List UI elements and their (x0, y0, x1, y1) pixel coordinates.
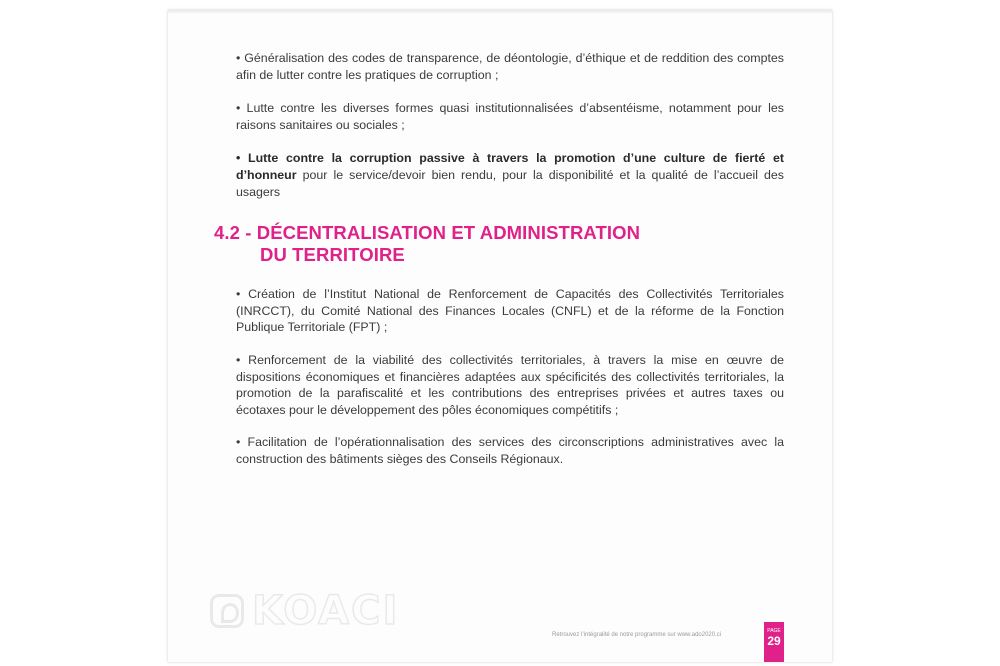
bullet-passive-corruption (236, 150, 784, 200)
bullet-passive-corruption-bold: • Lutte contre la corruption passive à travers la promotion d’une culture de fierté et d’honneur (236, 151, 784, 182)
bullet-absenteeism: • Lutte contre les diverses formes quasi institutionnalisées d’absentéisme, notamment pour les raisons sanitaires ou sociales ; (236, 101, 784, 132)
section-governance (236, 50, 784, 200)
page-label: PAGE (767, 628, 781, 634)
section-heading-line2: DU TERRITOIRE (260, 244, 405, 266)
koaci-logo-icon (210, 594, 244, 628)
watermark (210, 586, 399, 636)
section-heading (214, 222, 784, 266)
section-heading-line1: 4.2 - DÉCENTRALISATION ET ADMINISTRATION (214, 222, 641, 244)
section-decentralisation (236, 286, 784, 467)
page-number-tab (764, 622, 784, 662)
page-number: 29 (767, 634, 781, 648)
bullet-facilitation: • Facilitation de l’opérationnalisation des services des circonscriptions administratives avec la construction des bâtiments sièges des Conseils Régionaux. (236, 435, 784, 466)
bullet-passive-corruption-rest: pour le service/devoir bien rendu, pour la disponibilité et la qualité de l’accueil des usagers (236, 167, 784, 199)
footer-note: Retrouvez l’intégralité de notre programme sur www.ado2020.ci (552, 632, 722, 638)
page-top-edge (168, 10, 832, 14)
bullet-institute-creation: • Création de l’Institut National de Renforcement de Capacités des Collectivités Territoriales (INRCCT), du Comité National des Finances Locales (CNFL) et de la réforme de la Fonction Publique Territoriale (FPT) ; (236, 287, 784, 335)
watermark-text: KOACI (252, 588, 400, 634)
bullet-viability: • Renforcement de la viabilité des collectivités territoriales, à travers la mise en œuvre de dispositions économiques et financières adaptées aux spécificités des collectivités territoriales, la promotion de la parafiscalité et les contributions des entreprises privées et autres taxes ou écotaxes pour le développement des pôles économiques compétitifs ; (236, 352, 784, 417)
document-page (168, 10, 832, 662)
bullet-transparency: • Généralisation des codes de transparence, de déontologie, d’éthique et de reddition des comptes afin de lutter contre les pratiques de corruption ; (236, 51, 784, 82)
page-content (214, 50, 784, 484)
